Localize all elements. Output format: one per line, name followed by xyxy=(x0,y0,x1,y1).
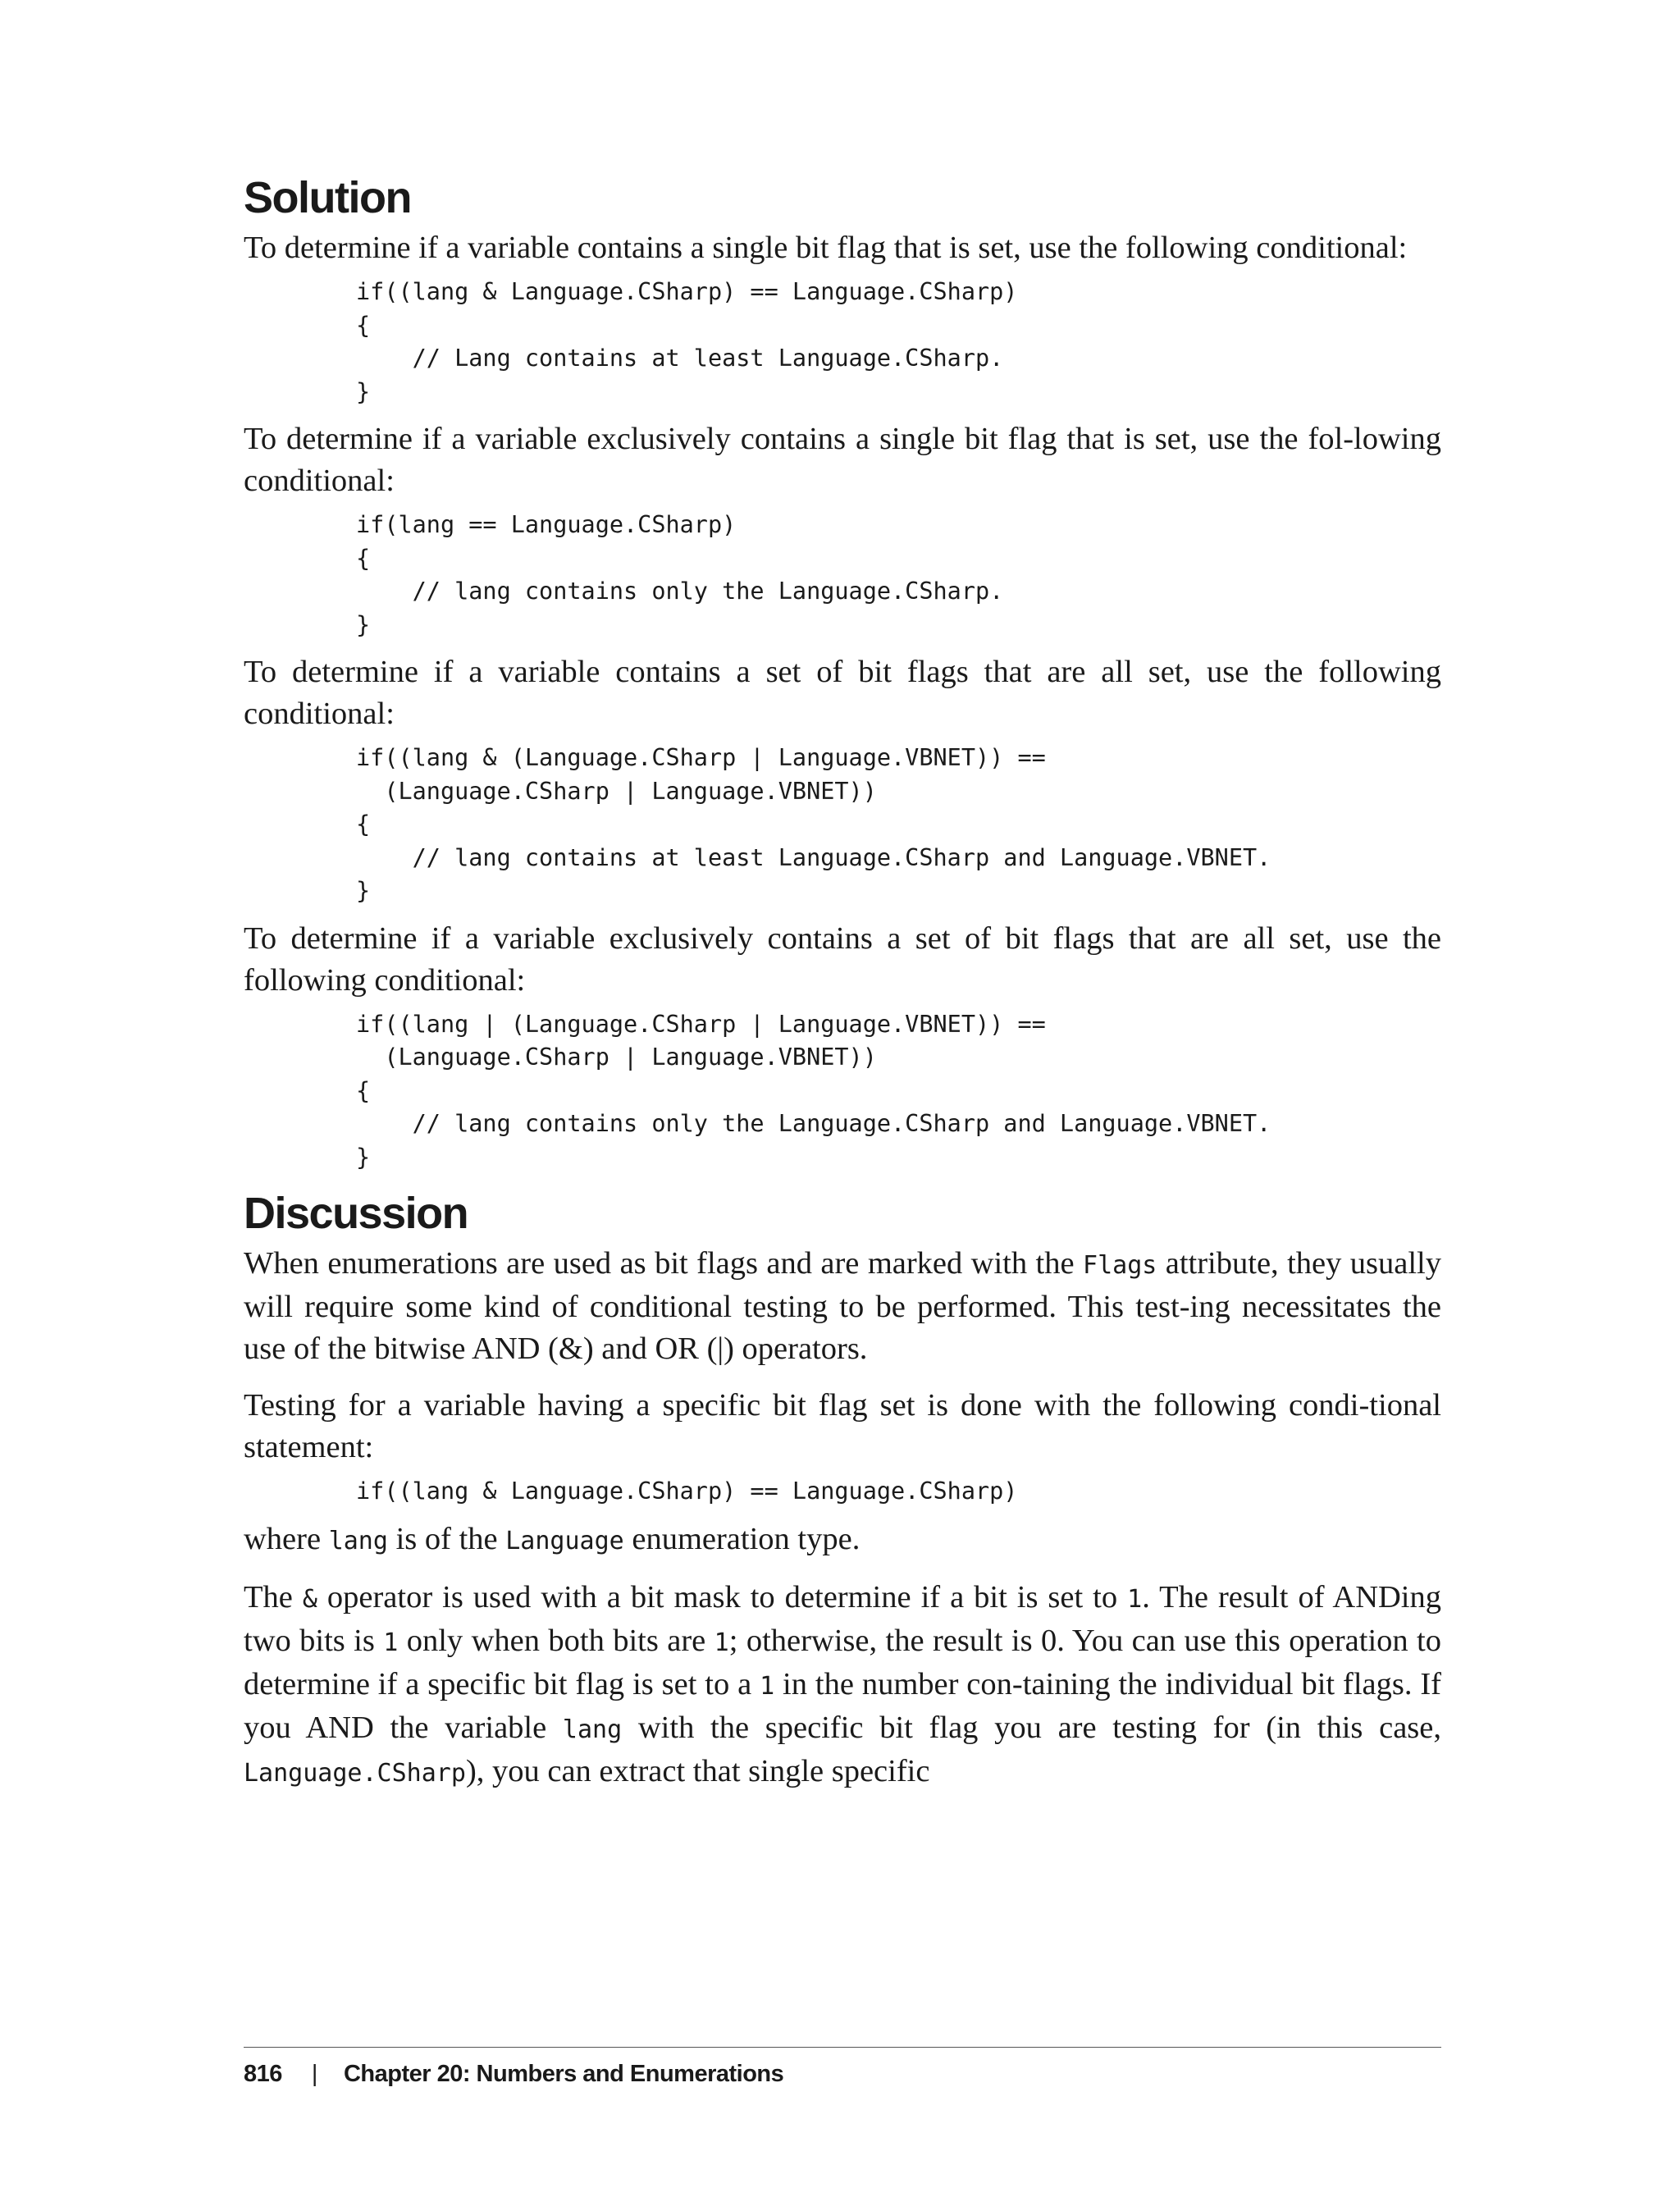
solution-heading: Solution xyxy=(244,173,411,222)
code-block-4: if((lang | (Language.CSharp | Language.VBNET)) == (Language.CSharp | Language.VBNET)) { // lang contains only the Language.CSharp and Language.VBNET. } xyxy=(356,1010,1271,1171)
inline-code: 1 xyxy=(1127,1584,1143,1614)
inline-code: lang xyxy=(562,1715,623,1744)
text-run: with the specific bit flag you are testing for (in this case, xyxy=(622,1710,1441,1745)
inline-code: Language.CSharp xyxy=(244,1758,466,1788)
text-run: ; otherwise, the result is 0. You can use this operation to determine if a specific bit flag is set to a xyxy=(244,1623,1441,1701)
inline-code: 1 xyxy=(714,1628,729,1657)
code-block-1: if((lang & Language.CSharp) == Language.CSharp) { // Lang contains at least Language.CSharp. } xyxy=(356,278,1018,405)
inline-code: Flags xyxy=(1083,1251,1157,1280)
page-number: 816 xyxy=(244,2061,282,2087)
page-footer xyxy=(244,2047,1441,2092)
code-block-2: if(lang == Language.CSharp) { // lang contains only the Language.CSharp. } xyxy=(356,511,1004,638)
code-block-3: if((lang & (Language.CSharp | Language.VBNET)) == (Language.CSharp | Language.VBNET)) { // lang contains at least Language.CSharp and Language.VBNET. } xyxy=(356,744,1271,904)
discussion-paragraph-1 xyxy=(244,1243,1441,1370)
inline-code: & xyxy=(302,1584,317,1614)
text-run: attribute, they usually will require some kind of conditional testing to be performed. This test-ing necessitates the use of the bitwise AND (&) and OR (|) operators. xyxy=(244,1246,1441,1366)
discussion-paragraph-3 xyxy=(244,1519,1441,1562)
inline-code: 1 xyxy=(383,1628,399,1657)
text-run: operator is used with a bit mask to determine if a bit is set to xyxy=(317,1579,1128,1615)
solution-paragraph-4: To determine if a variable exclusively contains a set of bit flags that are all set, use the following conditional: xyxy=(244,920,1441,998)
inline-code: lang xyxy=(328,1526,388,1555)
discussion-paragraph-2: Testing for a variable having a specific bit flag set is done with the following condi-tional statement: xyxy=(244,1388,1441,1464)
code-block-5: if((lang & Language.CSharp) == Language.CSharp) xyxy=(356,1478,1018,1505)
solution-paragraph-3: To determine if a variable contains a set of bit flags that are all set, use the following conditional: xyxy=(244,655,1441,731)
text-run: enumeration type. xyxy=(623,1521,861,1556)
text-run: When enumerations are used as bit flags and are marked with the xyxy=(244,1246,1084,1281)
text-run: only when both bits are xyxy=(398,1623,714,1658)
text-run: in the number con-taining the individual bit flags. If you AND the variable xyxy=(244,1666,1441,1745)
text-run: . The result of ANDing two bits is xyxy=(244,1579,1441,1658)
footer-separator: | xyxy=(311,2061,317,2087)
chapter-title: Chapter 20: Numbers and Enumerations xyxy=(343,2061,784,2087)
text-run: ), you can extract that single specific xyxy=(465,1753,930,1788)
inline-code: 1 xyxy=(760,1671,775,1701)
text-run: is of the xyxy=(387,1521,506,1556)
discussion-heading: Discussion xyxy=(244,1189,468,1238)
inline-code: Language xyxy=(505,1526,624,1555)
solution-paragraph-1: To determine if a variable contains a single bit flag that is set, use the following conditional: xyxy=(244,231,1408,265)
discussion-paragraph-4 xyxy=(244,1577,1441,1794)
page-content xyxy=(244,168,1441,1809)
text-run: where xyxy=(244,1521,329,1556)
solution-paragraph-2: To determine if a variable exclusively contains a single bit flag that is set, use the fol-lowing conditional: xyxy=(244,422,1441,498)
text-run: The xyxy=(244,1579,303,1615)
